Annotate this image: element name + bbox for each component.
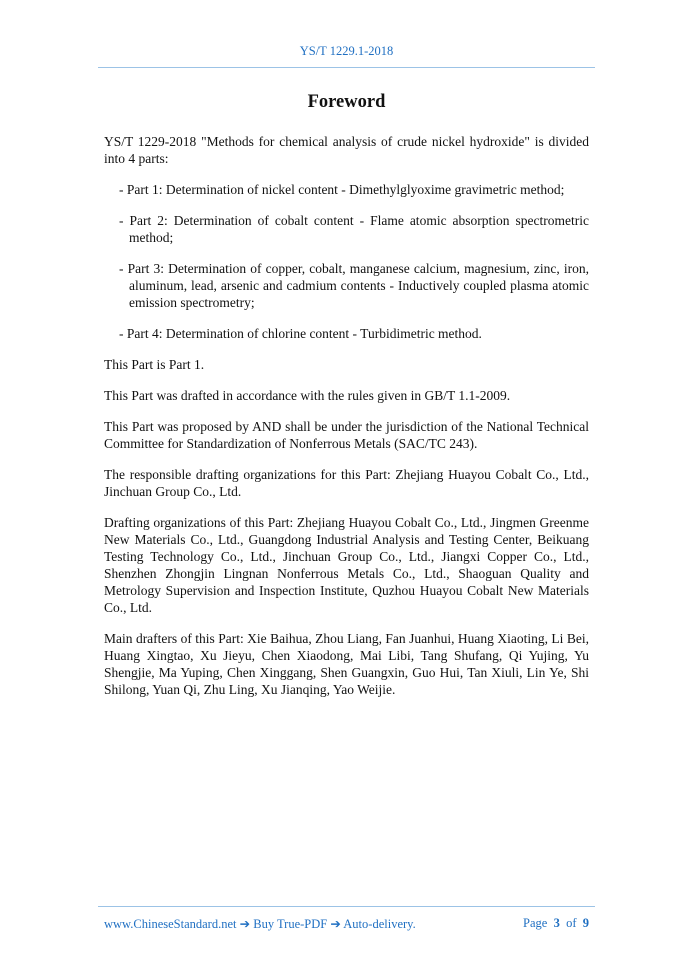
footer-divider [98,906,595,907]
footer-links [104,916,416,932]
running-header: YS/T 1229.1-2018 [299,44,394,58]
auto-delivery-link[interactable]: Auto-delivery. [343,917,416,931]
drafting-orgs-paragraph: Drafting organizations of this Part: Zhejiang Huayou Cobalt Co., Ltd., Jingmen Greenme New Materials Co., Ltd., Guangdong Industrial Analysis and Testing Center, Beikuang Testing Technology Co., Ltd., Jinchuan Group Co., Ltd., Jiangxi Copper Co., Ltd., Shenzhen Zhongjin Lingnan Nonferrous Metals Co., Ltd., Shaoguan Quality and Metrology Supervision and Inspection Institute, Quzhou Huayou Cobalt New Materials Co., Ltd. [104,515,589,615]
arrow-right-icon: ➔ [239,917,251,931]
part-statement: This Part is Part 1. [104,357,205,372]
site-link[interactable]: www.ChineseStandard.net [104,917,237,931]
buy-pdf-link[interactable]: Buy True-PDF [253,917,328,931]
page-label: Page [523,916,548,930]
arrow-right-icon: ➔ [330,917,341,931]
part-list-item: - Part 2: Determination of cobalt content - Flame atomic absorption spectrometric method; [119,213,589,245]
page-of: of [566,916,577,930]
drafting-rules-paragraph: This Part was drafted in accordance with the rules given in GB/T 1.1-2009. [104,388,511,403]
responsible-orgs-paragraph: The responsible drafting organizations for this Part: Zhejiang Huayou Cobalt Co., Ltd., Jinchuan Group Co., Ltd. [104,467,589,499]
part-list-item: - Part 1: Determination of nickel content - Dimethylglyoxime gravimetric method; [119,182,565,197]
part-list-item: - Part 3: Determination of copper, cobalt, manganese calcium, magnesium, zinc, iron, aluminum, lead, arsenic and cadmium contents - Inductively coupled plasma atomic emission spectrometry; [119,261,589,310]
page-current: 3 [553,916,560,930]
part-list-item: - Part 4: Determination of chlorine content - Turbidimetric method. [119,326,482,341]
jurisdiction-paragraph: This Part was proposed by AND shall be under the jurisdiction of the National Technical Committee for Standardization of Nonferrous Metals (SAC/TC 243). [104,419,589,451]
intro-paragraph: YS/T 1229-2018 "Methods for chemical analysis of crude nickel hydroxide" is divided into 4 parts: [104,134,589,166]
page-total: 9 [582,916,589,930]
page-title: Foreword [307,92,386,112]
document-body [104,133,589,712]
header-divider [98,67,595,68]
main-drafters-paragraph: Main drafters of this Part: Xie Baihua, Zhou Liang, Fan Juanhui, Huang Xiaoting, Li Bei, Huang Xingtao, Xu Jieyu, Chen Xiaodong, Mai Libi, Tang Shufang, Qi Yujing, Yu Shengjie, Ma Yuping, Chen Xinggang, Shen Guangxin, Guo Hui, Tan Xiuli, Lin Ye, Shi Shilong, Yuan Qi, Zhu Ling, Xu Jianqing, Yao Weijie. [104,631,589,697]
page-number [523,916,589,931]
